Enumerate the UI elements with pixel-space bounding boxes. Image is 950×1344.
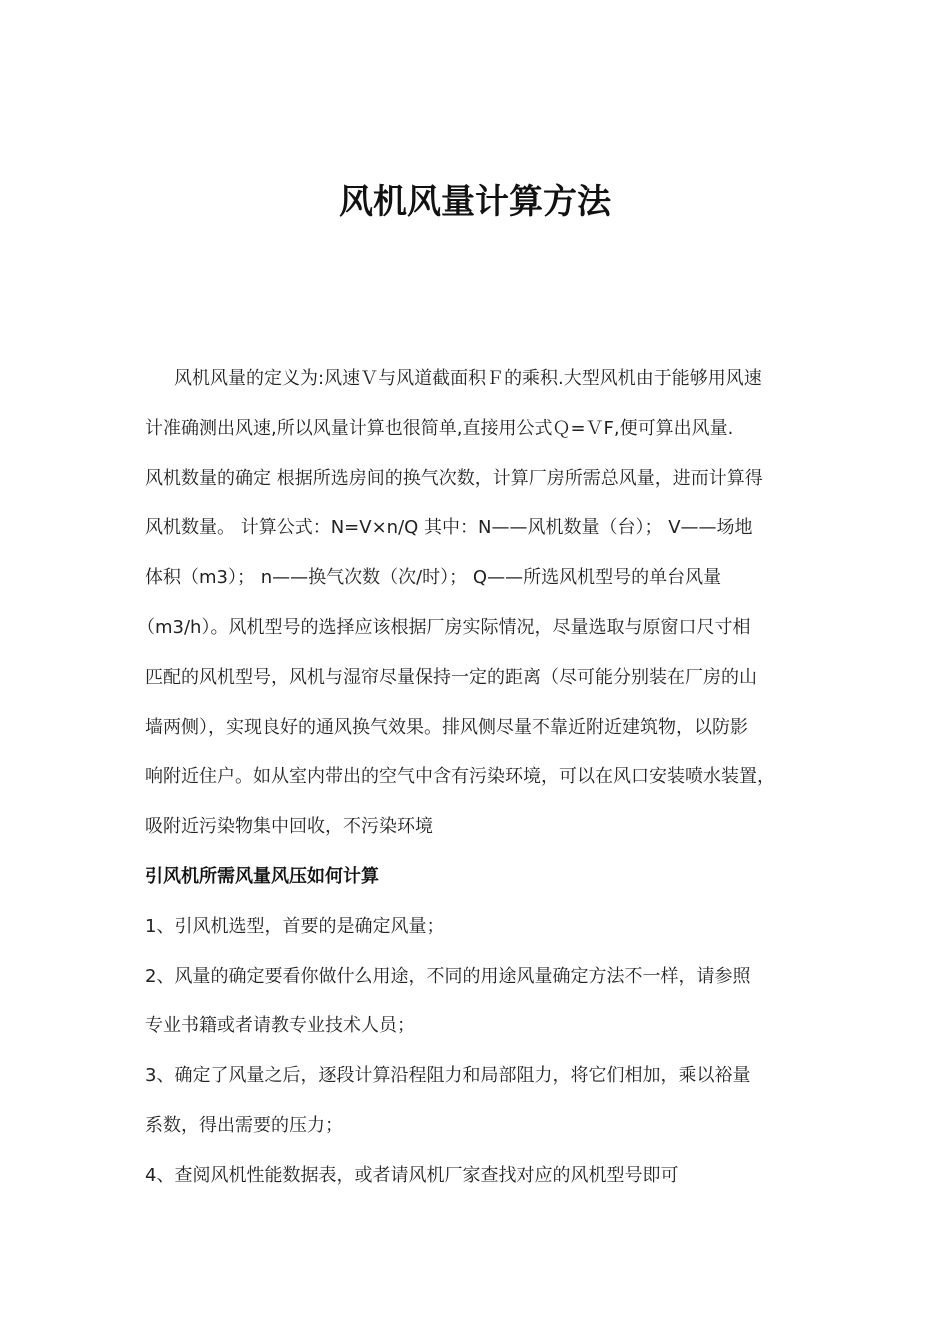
paragraph-line: 吸附近污染物集中回收，不污染环境 <box>145 816 433 838</box>
paragraph-line: 响附近住户。如从室内带出的空气中含有污染环境，可以在风口安装喷水装置， <box>145 766 775 788</box>
paragraph-line: 墙两侧），实现良好的通风换气效果。排风侧尽量不靠近附近建筑物，以防影 <box>145 716 748 738</box>
step-line: 1、引风机选型，首要的是确定风量； <box>145 915 445 937</box>
document-body <box>137 354 810 1201</box>
step-line: 3、确定了风量之后，逐段计算沿程阻力和局部阻力，将它们相加，乘以裕量 <box>145 1065 751 1087</box>
paragraph-line: 风机数量。 计算公式：N=V×n/Q 其中：N——风机数量（台）； V——场地 <box>145 517 753 539</box>
paragraph-line: 计准确测出风速,所以风量计算也很简单,直接用公式Ｑ=ＶF,便可算出风量. <box>145 417 734 439</box>
paragraph-line: 风机数量的确定 根据所选房间的换气次数，计算厂房所需总风量，进而计算得 <box>145 467 763 489</box>
section-heading: 引风机所需风量风压如何计算 <box>145 865 379 887</box>
step-line: 2、风量的确定要看你做什么用途，不同的用途风量确定方法不一样，请参照 <box>145 965 751 987</box>
document-title: 风机风量计算方法 <box>339 182 611 222</box>
paragraph-line: 匹配的风机型号，风机与湿帘尽量保持一定的距离（尽可能分别装在厂房的山 <box>145 666 757 688</box>
paragraph-line: 风机风量的定义为:风速Ｖ与风道截面积Ｆ的乘积.大型风机由于能够用风速 <box>174 368 762 389</box>
paragraph-line: 体积（m3）； n——换气次数（次/时）； Q——所选风机型号的单台风量 <box>145 567 722 589</box>
step-line: 4、查阅风机性能数据表，或者请风机厂家查找对应的风机型号即可 <box>145 1164 679 1186</box>
paragraph-line: （m3/h）。风机型号的选择应该根据厂房实际情况，尽量选取与原窗口尺寸相 <box>137 616 751 638</box>
step-line: 专业书籍或者请教专业技术人员； <box>145 1015 415 1037</box>
step-line: 系数，得出需要的压力； <box>145 1114 343 1136</box>
